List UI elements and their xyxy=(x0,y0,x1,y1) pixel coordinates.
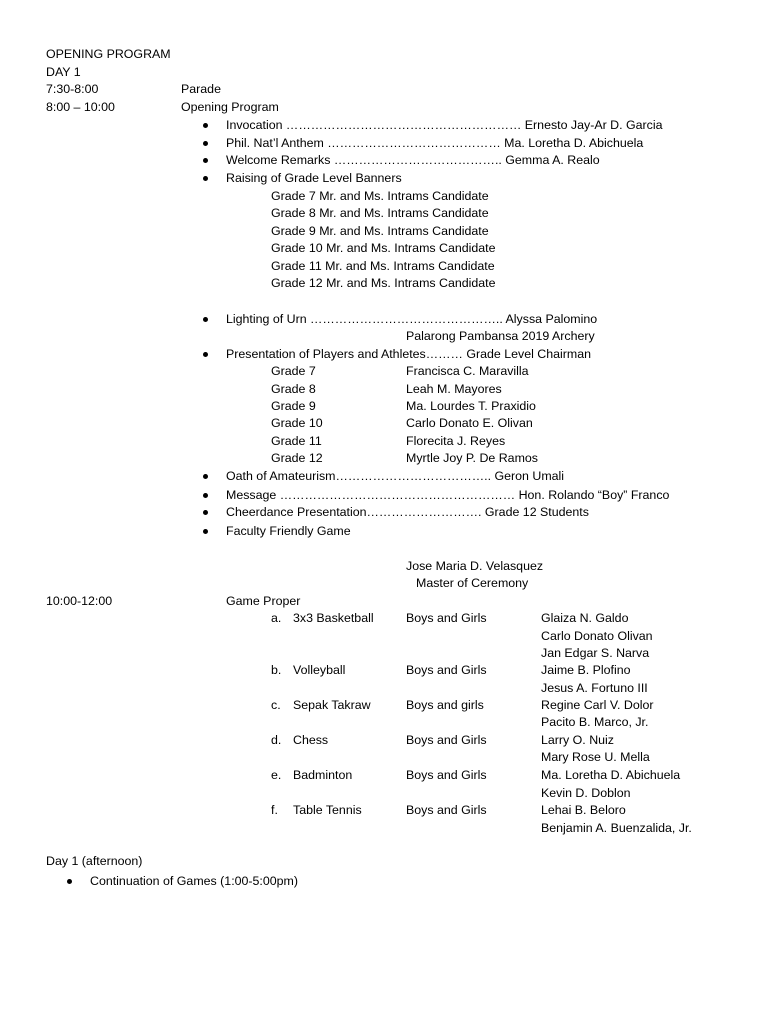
game-official: Lehai B. Beloro xyxy=(541,803,626,817)
document-title: OPENING PROGRAM xyxy=(46,47,171,61)
players-item: Presentation of Players and Athletes……… Grade Level Chairman xyxy=(226,347,592,361)
bullet-icon xyxy=(203,158,208,163)
bullet-icon xyxy=(203,123,208,128)
game-official: Mary Rose U. Mella xyxy=(541,750,650,764)
candidate-line: Grade 12 Mr. and Ms. Intrams Candidate xyxy=(271,276,496,290)
day-label: DAY 1 xyxy=(46,65,81,79)
game-sport: Sepak Takraw xyxy=(293,698,371,712)
game-official: Regine Carl V. Dolor xyxy=(541,698,654,712)
game-official: Jesus A. Fortuno III xyxy=(541,681,648,695)
game-division: Boys and girls xyxy=(406,698,484,712)
game-letter: a. xyxy=(271,611,282,625)
game-sport: Volleyball xyxy=(293,663,346,677)
banners-item: Raising of Grade Level Banners xyxy=(226,171,402,185)
candidate-line: Grade 9 Mr. and Ms. Intrams Candidate xyxy=(271,224,489,238)
anthem-item: Phil. Nat’l Anthem …………………………………… Ma. Loretha D. Abichuela xyxy=(226,136,644,150)
afternoon-item: Continuation of Games (1:00-5:00pm) xyxy=(90,874,298,888)
chairman-name: Florecita J. Reyes xyxy=(406,434,506,448)
candidate-line: Grade 8 Mr. and Ms. Intrams Candidate xyxy=(271,206,489,220)
urn-item: Lighting of Urn ……………………………………….. Alyssa Palomino xyxy=(226,312,598,326)
chairman-grade: Grade 8 xyxy=(271,382,316,396)
chairman-name: Ma. Lourdes T. Praxidio xyxy=(406,399,536,413)
game-official: Kevin D. Doblon xyxy=(541,786,631,800)
game-official: Benjamin A. Buenzalida, Jr. xyxy=(541,821,692,835)
opening-time: 8:00 – 10:00 xyxy=(46,100,115,114)
game-division: Boys and Girls xyxy=(406,768,487,782)
game-division: Boys and Girls xyxy=(406,803,487,817)
oath-item: Oath of Amateurism……………………………….. Geron Umali xyxy=(226,469,565,483)
chairman-name: Francisca C. Maravilla xyxy=(406,364,529,378)
games-time: 10:00-12:00 xyxy=(46,594,113,608)
game-sport: Badminton xyxy=(293,768,353,782)
chairman-grade: Grade 10 xyxy=(271,416,323,430)
opening-label: Opening Program xyxy=(181,100,279,114)
game-sport: Table Tennis xyxy=(293,803,362,817)
chairman-name: Myrtle Joy P. De Ramos xyxy=(406,451,538,465)
bullet-icon xyxy=(203,529,208,534)
chairman-grade: Grade 9 xyxy=(271,399,316,413)
faculty-game-item: Faculty Friendly Game xyxy=(226,524,351,538)
game-letter: d. xyxy=(271,733,282,747)
bullet-icon xyxy=(203,493,208,498)
chairman-grade: Grade 12 xyxy=(271,451,323,465)
game-official: Ma. Loretha D. Abichuela xyxy=(541,768,681,782)
chairman-grade: Grade 11 xyxy=(271,434,322,448)
message-item: Message ………………………………………………… Hon. Rolando “Boy” Franco xyxy=(226,488,670,502)
game-official: Carlo Donato Olivan xyxy=(541,629,653,643)
mc-name: Jose Maria D. Velasquez xyxy=(406,559,544,573)
candidate-line: Grade 7 Mr. and Ms. Intrams Candidate xyxy=(271,189,489,203)
games-label: Game Proper xyxy=(226,594,301,608)
parade-label: Parade xyxy=(181,82,221,96)
bullet-icon xyxy=(203,176,208,181)
parade-time: 7:30-8:00 xyxy=(46,82,99,96)
urn-note: Palarong Pambansa 2019 Archery xyxy=(406,329,595,343)
afternoon-title: Day 1 (afternoon) xyxy=(46,854,143,868)
game-official: Jaime B. Plofino xyxy=(541,663,631,677)
bullet-icon xyxy=(203,510,208,515)
game-letter: c. xyxy=(271,698,281,712)
mc-title: Master of Ceremony xyxy=(416,576,529,590)
game-division: Boys and Girls xyxy=(406,733,487,747)
game-sport: Chess xyxy=(293,733,329,747)
chairman-name: Carlo Donato E. Olivan xyxy=(406,416,533,430)
game-letter: b. xyxy=(271,663,282,677)
game-letter: e. xyxy=(271,768,282,782)
candidate-line: Grade 10 Mr. and Ms. Intrams Candidate xyxy=(271,241,496,255)
welcome-item: Welcome Remarks ………………………………….. Gemma A. Realo xyxy=(226,153,600,167)
bullet-icon xyxy=(203,352,208,357)
bullet-icon xyxy=(203,317,208,322)
game-sport: 3x3 Basketball xyxy=(293,611,374,625)
candidate-line: Grade 11 Mr. and Ms. Intrams Candidate xyxy=(271,259,495,273)
game-official: Jan Edgar S. Narva xyxy=(541,646,650,660)
game-official: Pacito B. Marco, Jr. xyxy=(541,715,649,729)
bullet-icon xyxy=(203,141,208,146)
chairman-grade: Grade 7 xyxy=(271,364,316,378)
game-official: Glaiza N. Galdo xyxy=(541,611,629,625)
game-letter: f. xyxy=(271,803,278,817)
bullet-icon xyxy=(67,879,72,884)
cheerdance-item: Cheerdance Presentation………………………. Grade 12 Students xyxy=(226,505,589,519)
bullet-icon xyxy=(203,474,208,479)
game-official: Larry O. Nuiz xyxy=(541,733,614,747)
game-division: Boys and Girls xyxy=(406,611,487,625)
chairman-name: Leah M. Mayores xyxy=(406,382,502,396)
invocation-item: Invocation ………………………………………………… Ernesto Jay-Ar D. Garcia xyxy=(226,118,663,132)
game-division: Boys and Girls xyxy=(406,663,487,677)
